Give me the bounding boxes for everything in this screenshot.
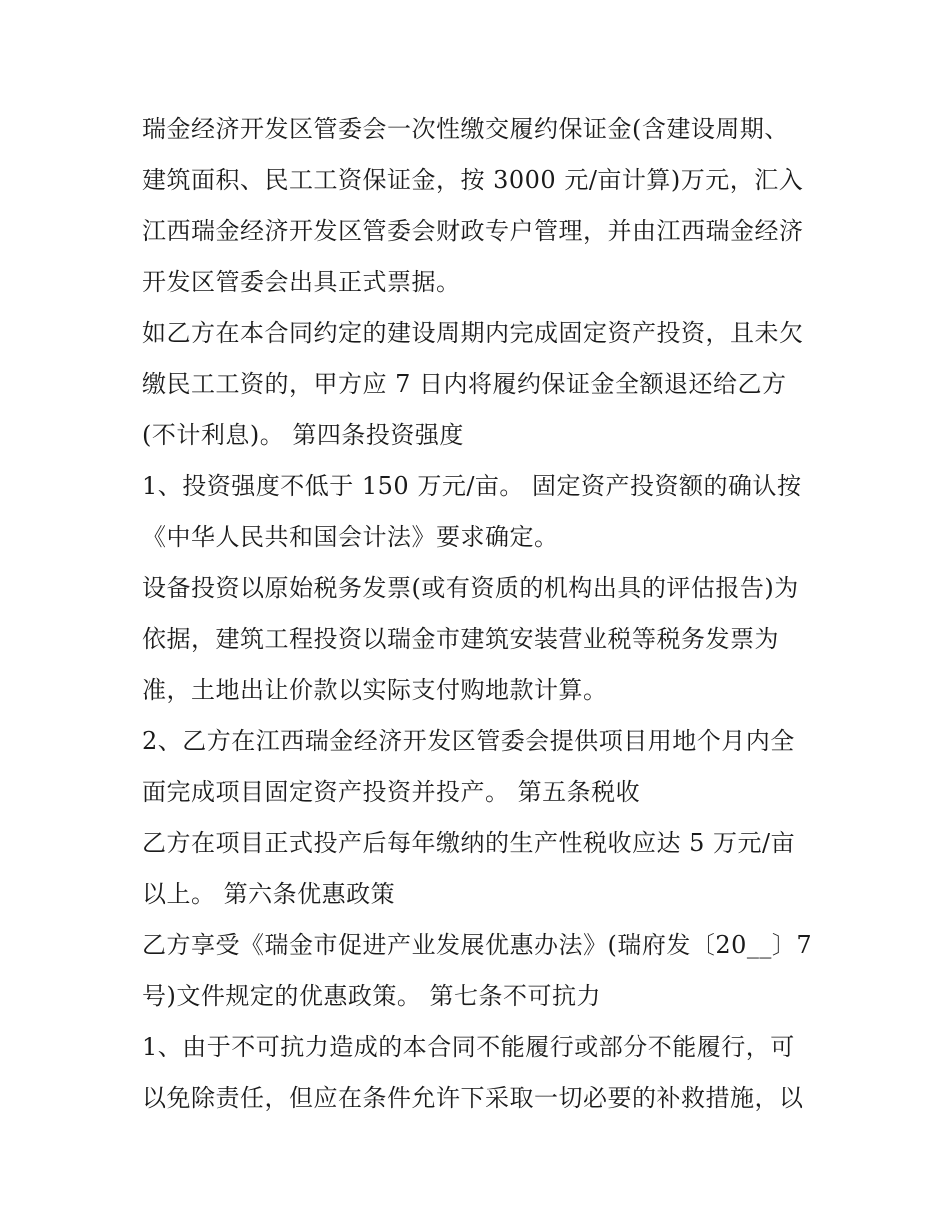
text-line: 开发区管委会出具正式票据。 bbox=[142, 268, 461, 296]
text-line: 如乙方在本合同约定的建设周期内完成固定资产投资，且未欠 bbox=[142, 319, 804, 347]
text-line: 江西瑞金经济开发区管委会财政专户管理，并由江西瑞金经济 bbox=[142, 217, 804, 245]
text-line: 面完成项目固定资产投资并投产。 第五条税收 bbox=[142, 778, 641, 806]
text-line: 1、投资强度不低于 150 万元/亩。 固定资产投资额的确认按 bbox=[142, 472, 802, 500]
text-line: 《中华人民共和国会计法》要求确定。 bbox=[142, 523, 559, 551]
text-line: 乙方在项目正式投产后每年缴纳的生产性税收应达 5 万元/亩 bbox=[142, 829, 796, 857]
text-line: 缴民工工资的，甲方应 7 日内将履约保证金全额退还给乙方 bbox=[142, 370, 787, 398]
text-line: 号)文件规定的优惠政策。 第七条不可抗力 bbox=[142, 982, 601, 1010]
text-line: 1、由于不可抗力造成的本合同不能履行或部分不能履行，可 bbox=[142, 1033, 795, 1061]
text-line: 以免除责任，但应在条件允许下采取一切必要的补救措施，以 bbox=[142, 1084, 804, 1112]
document-body bbox=[142, 104, 842, 1124]
text-line: (不计利息)。 第四条投资强度 bbox=[142, 421, 464, 449]
text-line: 依据，建筑工程投资以瑞金市建筑安装营业税等税务发票为 bbox=[142, 625, 779, 653]
text-line: 2、乙方在江西瑞金经济开发区管委会提供项目用地个月内全 bbox=[142, 727, 795, 755]
text-line: 准，土地出让价款以实际支付购地款计算。 bbox=[142, 676, 608, 704]
text-line: 乙方享受《瑞金市促进产业发展优惠办法》(瑞府发〔20__〕7 bbox=[142, 931, 813, 959]
text-line: 以上。 第六条优惠政策 bbox=[142, 880, 396, 908]
text-line: 设备投资以原始税务发票(或有资质的机构出具的评估报告)为 bbox=[142, 574, 799, 602]
text-line: 瑞金经济开发区管委会一次性缴交履约保证金(含建设周期、 bbox=[142, 115, 789, 143]
text-line: 建筑面积、民工工资保证金，按 3000 元/亩计算)万元，汇入 bbox=[142, 166, 804, 194]
